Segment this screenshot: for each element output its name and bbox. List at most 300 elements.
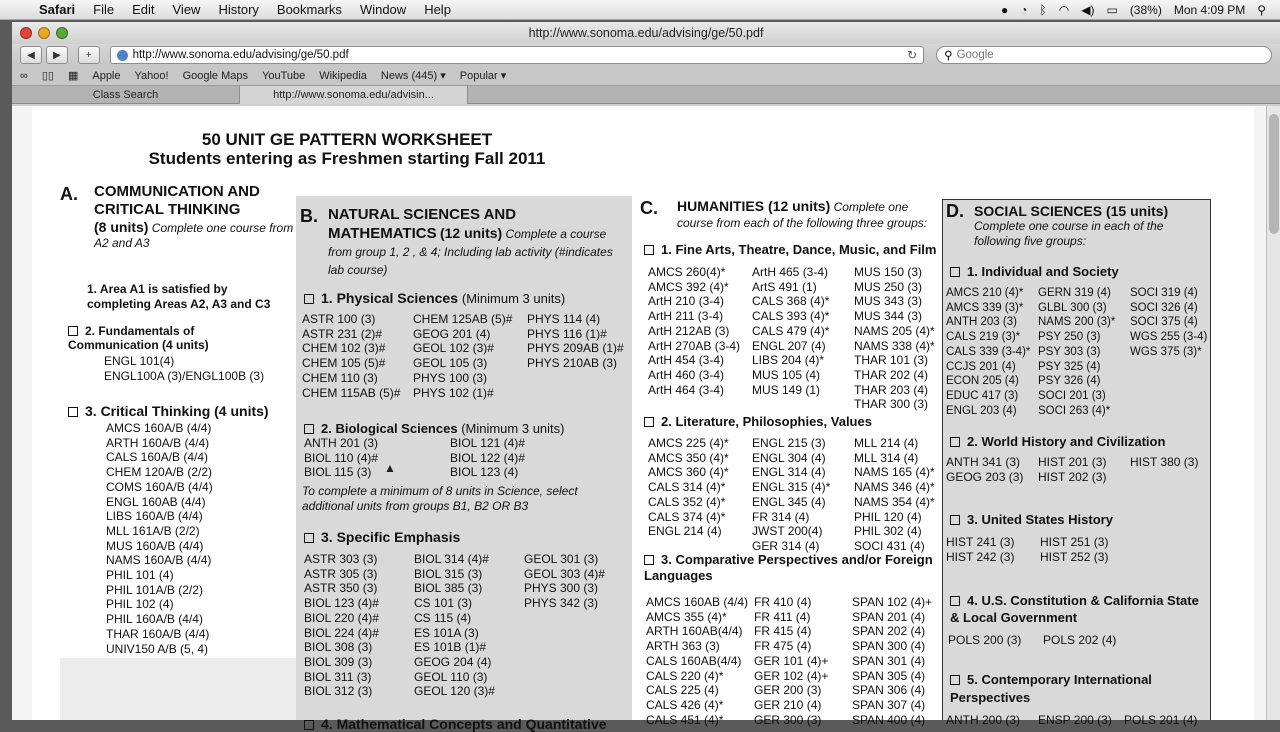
course-cell: ENGL 345 (4) (752, 494, 826, 509)
checkbox-b2[interactable] (304, 424, 314, 434)
menu-safari[interactable]: Safari (39, 2, 76, 17)
d3-heading (950, 512, 1113, 527)
course-cell (524, 611, 634, 626)
d3-table (946, 535, 1134, 564)
course-cell: CALS 225 (4) (646, 683, 719, 698)
course-cell: SOCI 375 (4) (1130, 316, 1198, 329)
doc-title: 50 UNIT GE PATTERN WORKSHEET (201, 130, 493, 149)
course-cell: ARTH 160AB(4/4) (646, 624, 743, 639)
spotlight-search-icon[interactable]: ⚲ (1257, 2, 1266, 17)
d5-label: 5. Contemporary International Perspectives (950, 672, 1152, 705)
section-c-heading (677, 198, 939, 231)
list-item: PHIL 160A/B (4/4) (106, 612, 203, 627)
course-cell: CALS 160AB(4/4) (646, 653, 742, 668)
course-cell: SPAN 301 (4) (852, 653, 926, 668)
section-b-letter: B. (300, 206, 318, 226)
b1-label: 1. Physical Sciences (321, 290, 458, 306)
course-cell: MUS 105 (4) (752, 367, 821, 382)
course-cell: ANTH 201 (3) (304, 436, 379, 450)
course-cell: HIST 251 (3) (1040, 535, 1109, 549)
volume-icon[interactable]: ◀) (1081, 2, 1095, 17)
title-bar (12, 22, 1280, 44)
b1-minimum: (Minimum 3 units) (461, 291, 566, 306)
d1-label: 1. Individual and Society (967, 264, 1119, 279)
tab-bar (12, 86, 1280, 104)
battery-icon[interactable]: ▭ (1106, 2, 1118, 17)
course-cell: THAR 101 (3) (854, 353, 929, 368)
skype-icon[interactable]: ● (1001, 2, 1009, 17)
add-bookmark-button[interactable]: + (78, 46, 100, 64)
checkbox-d4[interactable] (950, 596, 960, 606)
course-cell: AMCS 350 (4)* (648, 450, 729, 465)
menu-view[interactable]: View (172, 2, 201, 17)
c1-table (648, 265, 950, 412)
bookmark-google-maps[interactable]: Google Maps (182, 69, 248, 82)
course-cell: NAMS 205 (4)* (854, 323, 935, 338)
course-cell: GEOG 204 (4) (414, 654, 492, 669)
c2-label: 2. Literature, Philosophies, Values (661, 414, 872, 429)
course-cell (527, 371, 635, 386)
course-cell: ArtH 454 (3-4) (648, 353, 725, 368)
course-cell: NAMS 338 (4)* (854, 338, 935, 353)
course-cell: PHYS 209AB (1)# (527, 341, 624, 356)
checkbox-b4[interactable] (304, 720, 314, 730)
course-cell: FR 411 (4) (754, 609, 811, 624)
menu-history[interactable]: History (218, 2, 259, 17)
course-cell: SPAN 400 (4) (852, 712, 926, 727)
b4-heading (304, 716, 607, 732)
menu-help[interactable]: Help (424, 2, 451, 17)
course-cell: BIOL 315 (3) (414, 566, 483, 581)
course-cell (524, 655, 634, 670)
course-cell: BIOL 123 (4)# (304, 596, 379, 611)
address-text[interactable]: http://www.sonoma.edu/advising/ge/50.pdf (132, 49, 349, 61)
course-cell: ArtH 270AB (3-4) (648, 338, 741, 353)
list-item: CHEM 120A/B (2/2) (106, 465, 213, 480)
section-d-letter: D. (946, 201, 964, 221)
bluetooth-icon[interactable]: ᛒ (1039, 2, 1047, 17)
list-item: THAR 160A/B (4/4) (106, 626, 210, 641)
c1-label: 1. Fine Arts, Theatre, Dance, Music, and Film (661, 242, 937, 257)
course-cell: SOCI 319 (4) (1130, 287, 1198, 299)
forward-button[interactable]: ▶ (46, 46, 68, 64)
course-cell (524, 684, 634, 699)
course-cell: PHYS 210AB (3) (527, 356, 618, 371)
clock[interactable]: Mon 4:09 PM (1173, 2, 1246, 17)
course-cell: SPAN 201 (4) (852, 609, 926, 624)
top-sites-grid-icon[interactable]: ▦ (67, 70, 79, 82)
course-cell: AMCS 160AB (4/4) (646, 595, 749, 609)
course-cell: SPAN 102 (4)+ (852, 595, 933, 609)
bookmarks-book-icon[interactable]: ▯▯ (41, 70, 54, 82)
course-cell: MLL 314 (4) (854, 450, 919, 465)
course-cell: BIOL 110 (4)# (304, 450, 379, 465)
course-cell: MUS 250 (3) (854, 279, 923, 294)
d2-heading (950, 434, 1165, 449)
course-cell: PHYS 100 (3) (413, 370, 488, 385)
section-a-units-block (94, 220, 294, 251)
course-cell: SPAN 300 (4) (852, 639, 926, 654)
tab-class-search[interactable]: Class Search (12, 86, 240, 104)
browser-window (12, 22, 1280, 732)
checkbox-c3[interactable] (644, 555, 654, 565)
course-cell (1130, 470, 1214, 485)
course-cell: ES 101B (1)# (414, 640, 487, 655)
course-cell: GER 300 (3) (754, 712, 822, 727)
section-c-note: Complete one course from each of the following three groups: (677, 200, 928, 230)
b2-heading (304, 421, 564, 436)
scrollbar-thumb[interactable] (1269, 114, 1279, 234)
section-a-title: COMMUNICATION AND CRITICAL THINKING (94, 183, 260, 218)
course-cell: GLBL 300 (3) (1038, 301, 1107, 314)
course-cell: PHYS 102 (1)# (413, 385, 494, 400)
course-cell (648, 397, 752, 412)
course-cell: EDUC 417 (3) (946, 389, 1019, 402)
course-cell: PHYS 342 (3) (524, 596, 599, 611)
c3-heading (644, 552, 934, 584)
course-cell: CALS 426 (4)* (646, 697, 724, 712)
course-cell: LIBS 204 (4)* (752, 353, 825, 368)
course-cell: GER 101 (4)+ (754, 653, 829, 668)
course-cell: CALS 479 (4)* (752, 323, 830, 338)
area-a3-heading (68, 403, 269, 419)
course-cell: POLS 200 (3) (948, 633, 1022, 647)
list-item: UNIV150 A/B (5, 4) (106, 641, 209, 656)
doc-subtitle: Students entering as Freshmen starting Fall 2011 (148, 149, 546, 168)
bookmark-youtube[interactable]: YouTube (262, 69, 306, 82)
course-cell: ASTR 100 (3) (302, 312, 376, 326)
d1-heading (950, 264, 1119, 279)
course-cell: AMCS 339 (3)* (946, 301, 1024, 314)
course-cell: ENGL 214 (4) (648, 524, 722, 539)
course-cell (524, 626, 634, 641)
course-cell: CS 115 (4) (414, 610, 472, 625)
course-cell: GER 200 (3) (754, 683, 822, 698)
checkbox-d3[interactable] (950, 515, 960, 525)
checkbox-c2[interactable] (644, 417, 654, 427)
course-cell: GER 314 (4) (752, 538, 820, 553)
d5-table (946, 713, 1204, 728)
course-cell: ASTR 305 (3) (304, 566, 378, 581)
c3-table (646, 595, 948, 727)
course-cell (1130, 389, 1214, 404)
course-cell: SOCI 431 (4) (854, 538, 925, 553)
menu-bookmarks[interactable]: Bookmarks (276, 2, 342, 17)
course-cell: GEOG 201 (4) (413, 326, 491, 341)
area-a1-note: 1. Area A1 is satisfied by completing Areas A2, A3 and C3 (87, 282, 271, 311)
checkbox-a3[interactable] (68, 407, 78, 417)
area-a3-list (106, 421, 213, 656)
course-cell: ENGL 315 (4)* (752, 480, 831, 495)
web-content (12, 106, 1280, 732)
bookmark-news[interactable]: News (445) ▾ (380, 70, 446, 82)
course-cell: ArtH 464 (3-4) (648, 382, 725, 397)
course-cell: BIOL 220 (4)# (304, 610, 379, 625)
course-cell (1130, 404, 1214, 419)
course-cell: FR 475 (4) (754, 639, 812, 654)
course-cell: MLL 214 (4) (854, 436, 919, 450)
course-cell: FR 410 (4) (754, 595, 812, 609)
course-cell: ASTR 303 (3) (304, 552, 378, 566)
course-cell: WGS 375 (3)* (1130, 345, 1202, 358)
course-cell: AMCS 355 (4)* (646, 609, 727, 624)
course-cell: AMCS 392 (4)* (648, 279, 729, 294)
course-cell: ENSP 200 (3) (1038, 713, 1112, 727)
course-cell (1130, 374, 1214, 389)
checkbox-d1[interactable] (950, 267, 960, 277)
b1-heading (304, 290, 565, 306)
bookmark-apple[interactable]: Apple (92, 69, 121, 82)
course-cell (752, 397, 854, 412)
course-cell: POLS 202 (4) (1043, 633, 1117, 647)
checkbox-d5[interactable] (950, 675, 960, 685)
course-cell: GERN 319 (4) (1038, 287, 1111, 299)
b1-table (302, 312, 635, 400)
course-cell: PHIL 302 (4) (854, 524, 922, 539)
c2-heading (644, 414, 872, 429)
notes-area (60, 658, 296, 720)
course-cell: PHYS 114 (4) (527, 312, 601, 326)
tab-pdf[interactable]: http://www.sonoma.edu/advisin... (240, 86, 468, 104)
b3-label: 3. Specific Emphasis (321, 529, 461, 545)
d2-table (946, 455, 1214, 484)
course-cell: BIOL 311 (3) (304, 669, 372, 684)
list-item: PHIL 101 (4) (106, 568, 174, 583)
course-cell: CALS 352 (4)* (648, 494, 726, 509)
section-a-note: Complete one course from A2 and A3 (94, 221, 294, 250)
search-icon: ⚲ (944, 50, 953, 62)
course-cell: MUS 150 (3) (854, 265, 923, 279)
time-machine-icon[interactable]: ◔ (1020, 2, 1028, 17)
course-cell: THAR 203 (4) (854, 382, 929, 397)
section-b-units: (12 units) (439, 225, 503, 241)
course-cell: GEOL 303 (4)# (524, 566, 605, 581)
course-cell (524, 670, 634, 685)
course-cell: PHIL 120 (4) (854, 509, 922, 524)
search-field[interactable] (936, 46, 1272, 64)
bookmark-popular[interactable]: Popular ▾ (459, 70, 507, 82)
course-cell: BIOL 308 (3) (304, 640, 373, 655)
b2-note: To complete a minimum of 8 units in Science, select additional units from groups B1, B2 OR B3 (302, 484, 578, 513)
d5-heading (950, 671, 1200, 707)
course-cell: PSY 250 (3) (1038, 331, 1101, 344)
course-cell: PHYS 116 (1)# (527, 326, 607, 341)
checkbox-c1[interactable] (644, 245, 654, 255)
course-cell (527, 386, 635, 401)
course-cell: MUS 343 (3) (854, 294, 923, 309)
back-button[interactable]: ◀ (20, 46, 42, 64)
course-cell: HIST 252 (3) (1040, 549, 1109, 564)
course-cell: ArtH 212AB (3) (648, 323, 730, 338)
course-cell: CALS 368 (4)* (752, 294, 830, 309)
course-cell: ArtH 465 (3-4) (752, 265, 829, 279)
site-icon (117, 50, 128, 61)
section-c-letter: C. (640, 198, 658, 218)
course-cell: GEOL 110 (3) (414, 669, 488, 684)
list-item: MUS 160A/B (4/4) (106, 538, 204, 553)
course-cell: GEOG 203 (3) (946, 469, 1024, 484)
bookmarks-bar (12, 66, 1280, 86)
section-d-title: SOCIAL SCIENCES (15 units) (974, 203, 1169, 219)
area-a3-label: 3. Critical Thinking (4 units) (85, 403, 269, 419)
course-cell: CS 101 (3) (414, 596, 473, 611)
course-cell: AMCS 225 (4)* (648, 436, 729, 450)
list-item: MLL 161A/B (2/2) (106, 523, 200, 538)
section-c-title: HUMANITIES (12 units) (677, 198, 831, 214)
b3-heading (304, 529, 460, 545)
c1-heading (644, 242, 936, 257)
window-title: http://www.sonoma.edu/advising/ge/50.pdf (528, 26, 764, 40)
course-cell: ASTR 231 (2)# (302, 326, 383, 341)
course-cell: SPAN 202 (4) (852, 624, 926, 639)
mouse-cursor-icon: ▲ (384, 461, 396, 475)
course-cell: GEOL 120 (3)# (414, 684, 495, 699)
course-cell: CHEM 105 (5)# (302, 356, 386, 371)
battery-percent[interactable]: (38%) (1129, 2, 1162, 17)
course-cell: ARTH 363 (3) (646, 639, 720, 654)
list-item: AMCS 160A/B (4/4) (106, 421, 212, 435)
area-a2-heading (68, 324, 268, 352)
course-cell: NAMS 165 (4)* (854, 465, 935, 480)
checkbox-b3[interactable] (304, 533, 314, 543)
address-bar[interactable] (110, 46, 925, 64)
course-cell: ENGL 215 (3) (752, 436, 826, 450)
course-cell: ANTH 200 (3) (946, 713, 1021, 727)
course-cell: ENGL 304 (4) (752, 450, 826, 465)
course-cell (524, 640, 634, 655)
course-cell: SPAN 305 (4) (852, 668, 926, 683)
course-cell: SOCI 263 (4)* (1038, 404, 1111, 417)
course-cell: ANTH 203 (3) (946, 316, 1017, 329)
list-item: NAMS 160A/B (4/4) (106, 553, 212, 568)
course-cell: HIST 201 (3) (1038, 455, 1107, 469)
section-b-title: NATURAL SCIENCES AND MATHEMATICS (328, 206, 517, 242)
course-cell: AMCS 210 (4)* (946, 287, 1024, 299)
course-cell: ANTH 341 (3) (946, 455, 1021, 469)
list-item: ENGL 160AB (4/4) (106, 494, 206, 509)
menu-window[interactable]: Window (359, 2, 407, 17)
course-cell: JWST 200(4) (752, 524, 823, 539)
course-cell: ArtH 210 (3-4) (648, 294, 725, 309)
list-item: ENGL100A (3)/ENGL100B (3) (104, 368, 265, 383)
d1-table (946, 286, 1214, 418)
vertical-scrollbar[interactable] (1266, 106, 1280, 720)
course-cell: BIOL 122 (4)# (450, 450, 525, 465)
b2-table (304, 436, 590, 480)
section-b-heading (328, 206, 628, 279)
b4-label: 4. Mathematical Concepts and Quantitative (321, 716, 607, 732)
course-cell: ENGL 207 (4) (752, 338, 826, 353)
section-a-units: (8 units) (94, 219, 149, 235)
course-cell: GER 210 (4) (754, 697, 822, 712)
course-cell: THAR 202 (4) (854, 367, 929, 382)
course-cell: POLS 201 (4) (1124, 713, 1198, 727)
list-item: COMS 160A/B (4/4) (106, 479, 213, 494)
bookmark-yahoo[interactable]: Yahoo! (134, 69, 169, 82)
course-cell: CHEM 115AB (5)# (302, 385, 401, 400)
section-a-letter: A. (60, 184, 78, 204)
course-cell: GEOL 102 (3)# (413, 341, 494, 356)
course-cell: BIOL 224 (4)# (304, 625, 379, 640)
course-cell: BIOL 309 (3) (304, 654, 373, 669)
course-cell: PSY 325 (4) (1038, 360, 1101, 373)
course-cell: AMCS 360 (4)* (648, 465, 729, 480)
wifi-icon[interactable]: ◠ (1058, 2, 1070, 17)
course-cell: PHYS 300 (3) (524, 581, 599, 596)
course-cell: GEOL 301 (3) (524, 552, 599, 566)
course-cell: AMCS 260(4)* (648, 265, 726, 279)
d4-label: 4. U.S. Constitution & California State & Local Government (950, 593, 1199, 625)
course-cell: HIST 241 (3) (946, 535, 1015, 549)
checkbox-d2[interactable] (950, 437, 960, 447)
section-d-note: Complete one course in each of the following five groups: (974, 219, 1164, 248)
course-cell: GEOL 105 (3) (413, 356, 488, 371)
reading-list-icon[interactable]: ∞ (20, 69, 28, 82)
course-cell: CCJS 201 (4) (946, 360, 1016, 373)
course-cell: SPAN 307 (4) (852, 697, 926, 712)
area-a2-list (104, 354, 264, 383)
course-cell: ArtH 211 (3-4) (648, 309, 724, 324)
pdf-page (32, 106, 1254, 732)
course-cell: ArtH 460 (3-4) (648, 367, 725, 382)
course-cell (1130, 360, 1214, 375)
checkbox-b1[interactable] (304, 294, 314, 304)
course-cell: CHEM 125AB (5)# (413, 312, 513, 326)
checkbox-a2[interactable] (68, 326, 78, 336)
course-cell: BIOL 312 (3) (304, 684, 373, 699)
course-cell: BIOL 121 (4)# (450, 436, 525, 450)
course-cell: ES 101A (3) (414, 625, 479, 640)
course-cell: ECON 205 (4) (946, 375, 1019, 388)
course-cell: CALS 314 (4)* (648, 480, 726, 495)
reload-icon[interactable]: ↻ (907, 48, 918, 62)
menu-file[interactable]: File (93, 2, 115, 17)
list-item: PHIL 101A/B (2/2) (106, 582, 203, 597)
toolbar (12, 44, 1280, 66)
course-cell: FR 314 (4) (752, 509, 810, 524)
course-cell: CALS 393 (4)* (752, 309, 830, 324)
course-cell: HIST 242 (3) (946, 549, 1015, 564)
course-cell: PSY 326 (4) (1038, 375, 1101, 388)
course-cell: NAMS 200 (3)* (1038, 316, 1116, 329)
area-a2-label: 2. Fundamentals of Communication (4 units) (68, 324, 209, 352)
search-input[interactable] (957, 49, 1257, 61)
course-cell: PSY 303 (3) (1038, 345, 1101, 358)
course-cell: BIOL 314 (4)# (414, 552, 489, 566)
course-cell: ENGL 203 (4) (946, 404, 1017, 417)
d4-table (948, 633, 1138, 648)
course-cell: FR 415 (4) (754, 624, 812, 639)
list-item: ENGL 101(4) (104, 354, 175, 368)
d3-label: 3. United States History (967, 512, 1113, 527)
course-cell: ENGL 314 (4) (752, 465, 826, 480)
bookmark-wikipedia[interactable]: Wikipedia (319, 69, 367, 82)
c2-table (648, 436, 950, 554)
course-cell: THAR 300 (3) (854, 397, 929, 412)
list-item: PHIL 102 (4) (106, 597, 174, 612)
d4-heading (950, 592, 1200, 626)
course-cell: CALS 220 (4)* (646, 668, 724, 683)
course-cell: NAMS 354 (4)* (854, 494, 935, 509)
b3-table (304, 552, 634, 699)
course-cell: CALS 219 (3)* (946, 331, 1021, 344)
course-cell: HIST 380 (3) (1130, 455, 1199, 469)
list-item: ARTH 160A/B (4/4) (106, 435, 210, 450)
menu-edit[interactable]: Edit (132, 2, 155, 17)
course-cell: BIOL 385 (3) (414, 581, 483, 596)
c3-label: 3. Comparative Perspectives and/or Foreign Languages (644, 552, 933, 583)
course-cell: CHEM 110 (3) (302, 370, 378, 385)
